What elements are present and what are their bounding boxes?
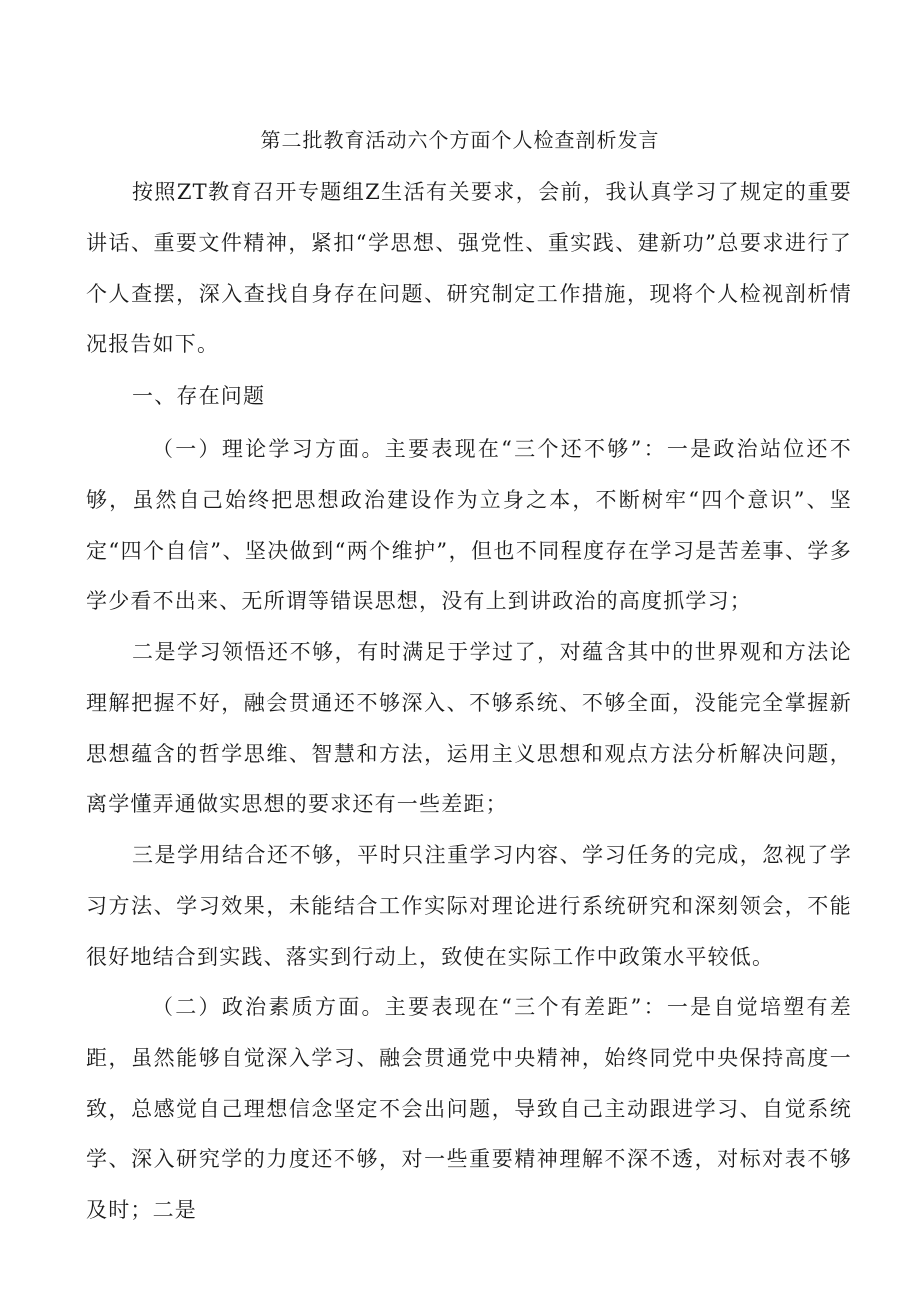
paragraph-study-application: 三是学用结合还不够，平时只注重学习内容、学习任务的完成，忽视了学习方法、学习效果，未能结合工作实际对理论进行系统研究和深刻领会，不能很好地结合到实践、落实到行动上，致使在实际工作中政策水平较低。 <box>86 843 852 969</box>
paragraph-political-quality: （二）政治素质方面。主要表现在“三个有差距”：一是自觉培塑有差距，虽然能够自觉深入学习、融会贯通党中央精神，始终同党中央保持高度一致，总感觉自己理想信念坚定不会出问题，导致自己主动跟进学习、自觉系统学、深入研究学的力度还不够，对一些重要精神理解不深不透，对标对表不够及时；二是 <box>86 995 852 1223</box>
paragraph-study-comprehension: 二是学习领悟还不够，有时满足于学过了，对蕴含其中的世界观和方法论理解把握不好，融会贯通还不够深入、不够系统、不够全面，没能完全掌握新思想蕴含的哲学思维、智慧和方法，运用主义思想和观点方法分析解决问题，离学懂弄通做实思想的要求还有一些差距； <box>86 640 852 817</box>
paragraph-theory-study: （一）理论学习方面。主要表现在“三个还不够”：一是政治站位还不够，虽然自己始终把思想政治建设作为立身之本，不断树牢“四个意识”、坚定“四个自信”、坚决做到“两个维护”，但也不同程度存在学习是苦差事、学多学少看不出来、无所谓等错误思想，没有上到讲政治的高度抓学习； <box>86 437 852 614</box>
section-heading-problems: 一、存在问题 <box>132 384 266 408</box>
document-title: 第二批教育活动六个方面个人检查剖析发言 <box>260 128 660 152</box>
intro-paragraph: 按照ZT教育召开专题组Z生活有关要求，会前，我认真学习了规定的重要讲话、重要文件精神，紧扣“学思想、强党性、重实践、建新功”总要求进行了个人查摆，深入查找自身存在问题、研究制定工作措施，现将个人检视剖析情况报告如下。 <box>86 180 852 357</box>
